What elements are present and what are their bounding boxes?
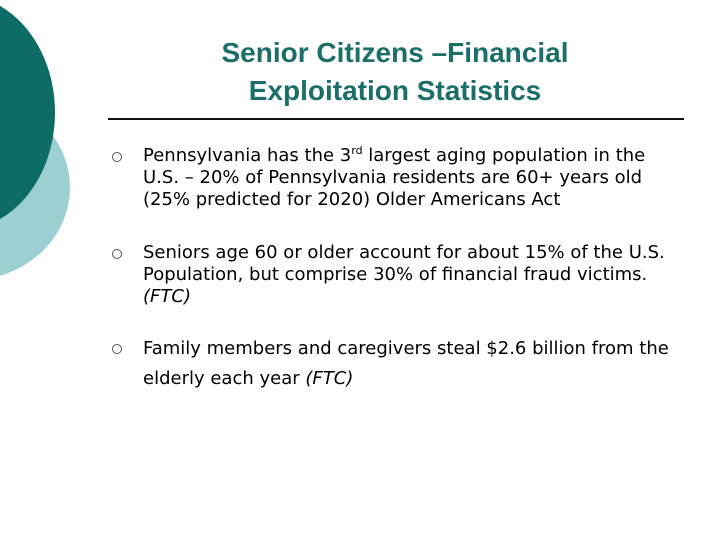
bullet-1-superscript: rd	[351, 144, 363, 157]
bullet-1-text-start: Pennsylvania has the 3	[143, 145, 352, 166]
title-line-1: Senior Citizens –Financial	[221, 37, 569, 68]
bullet-list	[112, 145, 682, 394]
title-divider	[108, 118, 684, 120]
bullet-item-2	[112, 242, 682, 308]
bullet-item-3	[112, 334, 682, 394]
bullet-3-source: (FTC)	[305, 368, 354, 389]
bullet-circle-icon	[112, 152, 122, 162]
bullet-2-source: (FTC)	[143, 286, 191, 307]
title-line-2: Exploitation Statistics	[248, 75, 542, 106]
bullet-3-text: Family members and caregivers steal $2.6 billion from the elderly each year	[143, 338, 669, 389]
bullet-circle-icon	[112, 344, 122, 354]
bullet-item-1	[112, 145, 682, 211]
bullet-1-text-end: largest aging population in the U.S. – 20% of Pennsylvania residents are 60+ years old (25% predicted for 2020) Older Americans Act	[143, 145, 646, 210]
bullet-2-text: Seniors age 60 or older account for about 15% of the U.S. Population, but comprise 30% of financial fraud victims.	[143, 242, 665, 285]
slide-title	[160, 34, 630, 110]
bullet-circle-icon	[112, 249, 122, 259]
